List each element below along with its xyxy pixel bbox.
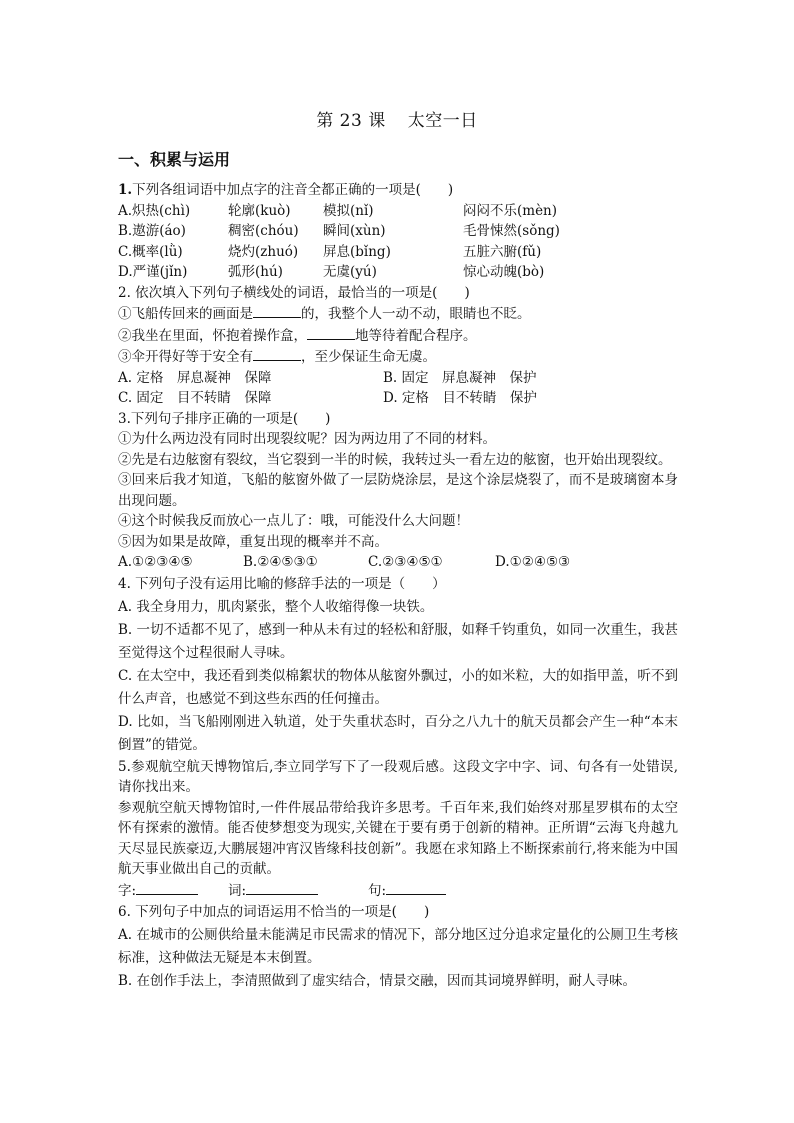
ju-label: 句:: [368, 882, 387, 899]
option-a: A.①②③④⑤: [118, 554, 193, 570]
question-stem: 1.下列各组词语中加点字的注音全都正确的一项是( ): [118, 182, 454, 198]
answer-blank[interactable]: [307, 325, 355, 340]
ci-label: 词:: [228, 882, 247, 899]
option-a: A. 定格 屏息凝神 保障: [118, 369, 272, 386]
option-row-c: [118, 242, 678, 263]
question-6: [118, 901, 678, 993]
lesson-number: 第 23 课: [316, 111, 386, 131]
question-stem: 2. 依次填入下列句子横线处的词语，最恰当的一项是( ): [118, 284, 470, 301]
questions: [118, 180, 678, 993]
option-row-b: [118, 221, 678, 242]
option-d: D.①②④⑤③: [495, 554, 571, 570]
option-item: 弧形(hú): [228, 264, 283, 280]
sentence-4: ④这个时候我反而放心一点儿了：哦，可能没什么大问题！: [118, 513, 469, 529]
option-b: B. 固定 屏息凝神 保护: [383, 369, 537, 386]
sentence-3: ③伞开得好等于安全有 ，至少保证生命无虞。: [118, 346, 678, 368]
option-b: B. 在创作手法上，李清照做到了虚实结合，情景交融，因而其词境界鲜明，耐人寻味。: [118, 973, 637, 989]
question-5: [118, 757, 678, 902]
sentence-5: ⑤因为如果是故障，重复出现的概率并不高。: [118, 533, 388, 550]
passage: 参观航空航天博物馆时,一件件展品带给我许多思考。千百年来,我们始终对那星罗棋布的太空怀有探索的激情。能否使梦想变为现实,关键在于要有勇于创新的精神。正所谓“云海飞舟越九天尽显民族豪迈,大鹏展翅冲宵汉皆缘科技创新”。我愿在求知路上不断探索前行,将来能为中国航天事业做出自己的贡献。: [118, 799, 678, 877]
option-item: 闷闷不乐(mèn): [463, 202, 558, 219]
answer-row: [118, 880, 678, 902]
option-c: C. 在太空中，我还看到类似棉絮状的物体从舷窗外飘过，小的如米粒，大的如指甲盖，听不到什么声音，也感觉不到这些东西的任何撞击。: [118, 667, 678, 707]
option-item: 烧灼(zhuó): [228, 243, 299, 260]
option-b: B. 一切不适都不见了，感到一种从未有过的轻松和舒服，如释千钧重负，如同一次重生，我甚至觉得这个过程很耐人寻味。: [118, 621, 678, 661]
option-item: 轮廓(kuò): [228, 202, 291, 219]
option-item: 五脏六腑(fǔ): [463, 243, 542, 260]
option-row-a: [118, 201, 678, 222]
lesson-name: 太空一日: [407, 111, 478, 131]
question-stem: 4. 下列句子没有运用比喻的修辞手法的一项是（ ）: [118, 575, 446, 592]
option-item: 瞬间(xùn): [323, 223, 386, 239]
option-item: D.严谨(jǐn): [118, 264, 188, 280]
option-c: C.②③④⑤①: [368, 554, 443, 570]
option-item: 屏息(bǐng): [323, 243, 391, 260]
answer-blank[interactable]: [253, 346, 301, 361]
question-2: [118, 283, 678, 409]
ju-answer-blank[interactable]: [386, 880, 446, 895]
sentence-3: ③回来后我才知道，飞船的舷窗外做了一层防烧涂层，是这个涂层烧裂了，而不是玻璃窗本身出现问题。: [118, 472, 678, 509]
ci-answer-blank[interactable]: [246, 880, 318, 895]
option-item: 模拟(nǐ): [323, 202, 374, 219]
sentence-1: ①为什么两边没有同时出现裂纹呢？因为两边用了不同的材料。: [118, 431, 496, 447]
option-row-d: [118, 262, 678, 283]
option-item: 稠密(chóu): [228, 223, 299, 239]
question-stem: 5.参观航空航天博物馆后,李立同学写下了一段观后感。这段文字中字、词、句各有一处错误,请你找出来。: [118, 758, 678, 795]
option-d: D. 比如，当飞船刚刚进入轨道，处于失重状态时，百分之八九十的航天员都会产生一种“本末倒置”的错觉。: [118, 713, 678, 753]
option-a: A. 我全身用力，肌肉紧张，整个人收缩得像一块铁。: [118, 598, 434, 615]
option-b: B.②④⑤③①: [243, 554, 318, 570]
answer-blank[interactable]: [253, 303, 301, 318]
lesson-title: [0, 106, 794, 131]
option-item: 惊心动魄(bò): [463, 264, 545, 280]
sentence-2: ②先是右边舷窗有裂纹，当它裂到一半的时候，我转过头一看左边的舷窗，也开始出现裂纹。: [118, 451, 672, 468]
option-a: A. 在城市的公厕供给量未能满足市民需求的情况下，部分地区过分追求定量化的公厕卫生考核标准，这种做法无疑是本末倒置。: [118, 927, 678, 966]
section-heading: 一、积累与运用: [118, 150, 231, 169]
question-1: [118, 180, 678, 283]
option-item: B.遨游(áo): [118, 223, 186, 239]
option-item: C.概率(lǜ): [118, 243, 183, 260]
option-item: A.炽热(chì): [118, 202, 191, 219]
question-3: [118, 409, 678, 573]
question-4: [118, 573, 678, 757]
sentence-2: ②我坐在里面，怀抱着操作盒， 地等待着配合程序。: [118, 325, 678, 347]
option-item: 毛骨悚然(sǒng): [463, 223, 560, 239]
option-d: D. 定格 目不转睛 保护: [383, 390, 537, 406]
option-item: 无虞(yú): [323, 264, 377, 280]
option-row: [118, 368, 678, 389]
option-c: C. 固定 目不转睛 保障: [118, 390, 272, 406]
option-row: [118, 388, 678, 409]
sentence-1: ①飞船传回来的画面是 的，我整个人一动不动，眼睛也不眨。: [118, 303, 678, 325]
zi-label: 字:: [118, 882, 137, 899]
zi-answer-blank[interactable]: [136, 880, 198, 895]
question-stem: 3.下列句子排序正确的一项是( ): [118, 410, 331, 427]
question-stem: 6. 下列句子中加点的词语运用不恰当的一项是( ): [118, 904, 430, 920]
option-row: [118, 552, 678, 573]
